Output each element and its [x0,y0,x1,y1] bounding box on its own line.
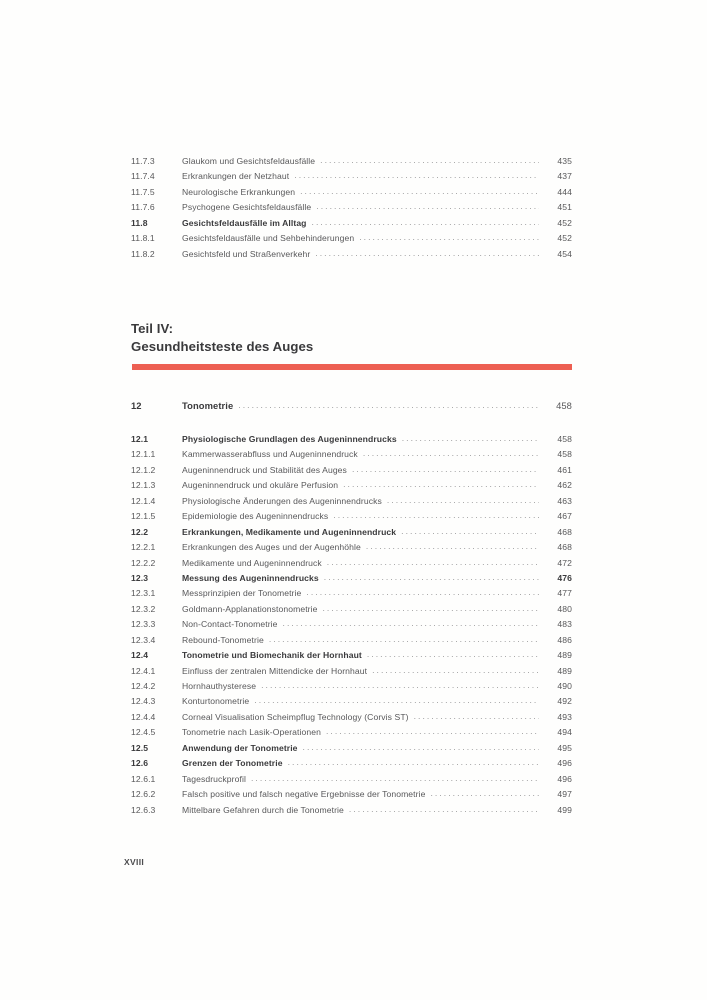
toc-entry-page-number: 497 [557,789,572,800]
toc-row[interactable] [131,495,572,510]
toc-entry-number: 12.1.1 [131,449,156,460]
toc-entry-number: 12.4 [131,650,149,661]
toc-entry-page-number: 486 [557,634,572,645]
toc-entry-title: Erkrankungen des Auges und der Augenhöhle [182,542,361,553]
toc-row[interactable] [131,248,572,263]
toc-entry-page-number: 454 [557,248,572,259]
toc-entry-number: 12.6.2 [131,789,156,800]
toc-row[interactable] [131,400,572,415]
toc-entry-title: Messung des Augeninnendrucks [182,572,319,583]
toc-entry-title: Tonometrie [182,400,234,411]
toc-entry-number: 12.1.4 [131,495,156,506]
toc-entry-title: Messprinzipien der Tonometrie [182,588,302,599]
toc-leader-dots [322,603,539,612]
toc-row[interactable] [131,541,572,556]
toc-row[interactable] [131,665,572,680]
toc-entry-page-number: 496 [557,773,572,784]
toc-leader-dots [251,773,539,782]
toc-leader-dots [294,170,539,179]
toc-entry-page-number: 462 [557,480,572,491]
toc-entry-number: 12.3.4 [131,634,156,645]
toc-entry-page-number: 452 [557,217,572,228]
toc-entry-page-number: 458 [557,449,572,460]
toc-leader-dots [269,634,539,643]
toc-entry-title: Gesichtsfeldausfälle im Alltag [182,217,307,228]
toc-entry-title: Glaukom und Gesichtsfeldausfälle [182,156,316,166]
toc-row[interactable] [131,572,572,587]
toc-entry-number: 12.1 [131,434,149,444]
toc-row[interactable] [131,649,572,664]
toc-row[interactable] [131,510,572,525]
toc-row[interactable] [131,526,572,541]
toc-entry-title: Physiologische Änderungen des Augeninnendrucks [182,495,382,506]
toc-entry-number: 11.7.3 [131,156,155,166]
toc-entry-title: Corneal Visualisation Scheimpflug Technology (Corvis ST) [182,711,409,722]
toc-row[interactable] [131,603,572,618]
toc-leader-dots [366,541,539,550]
toc-row[interactable] [131,479,572,494]
toc-row[interactable] [131,232,572,247]
toc-entry-number: 12.6.1 [131,773,156,784]
toc-entry-page-number: 490 [557,681,572,691]
toc-leader-dots [303,742,539,751]
toc-entry-number: 12.3.1 [131,588,156,599]
toc-row[interactable] [131,217,572,232]
toc-entry-number: 12.1.2 [131,464,156,475]
toc-leader-dots [359,232,539,241]
toc-entry-number: 12.2 [131,526,149,537]
toc-entry-number: 11.7.6 [131,202,155,213]
page-folio: XVIII [124,857,145,867]
toc-entry-title: Tagesdruckprofil [182,773,246,784]
toc-entry-number: 11.8 [131,217,148,228]
toc-leader-dots [283,618,539,627]
toc-entry-page-number: 476 [557,572,572,583]
toc-entry-page-number: 499 [557,804,572,815]
toc-entry-title: Gesichtsfeldausfälle und Sehbehinderungen [182,233,355,244]
toc-entry-page-number: 494 [557,727,572,738]
toc-entry-title: Hornhauthysterese [182,681,257,691]
toc-row[interactable] [131,695,572,710]
toc-entry-number: 12.3 [131,572,149,583]
toc-leader-dots [402,433,539,442]
toc-entry-page-number: 458 [556,400,572,411]
toc-leader-dots [343,479,539,488]
toc-section-chapter-12 [131,433,572,819]
toc-entry-number: 12.6 [131,758,149,769]
toc-entry-title: Goldmann-Applanationstonometrie [182,603,318,614]
toc-entry-number: 12.1.5 [131,511,156,522]
toc-leader-dots [238,400,539,409]
toc-entry-number: 12.6.3 [131,804,156,815]
toc-leader-dots [306,587,539,596]
part-heading [131,320,572,355]
toc-row[interactable] [131,201,572,216]
toc-entry-number: 12 [131,400,142,411]
toc-entry-page-number: 483 [557,619,572,630]
toc-entry-page-number: 458 [557,434,572,444]
toc-entry-number: 12.1.3 [131,480,156,491]
toc-entry-page-number: 495 [557,742,572,753]
toc-entry-number: 12.2.1 [131,542,156,553]
toc-row[interactable] [131,742,572,757]
toc-leader-dots [327,557,539,566]
toc-entry-title: Psychogene Gesichtsfeldausfälle [182,202,312,213]
toc-row[interactable] [131,155,572,170]
toc-entry-title: Non-Contact-Tonometrie [182,619,278,630]
toc-entry-title: Tonometrie nach Lasik-Operationen [182,727,321,738]
toc-entry-number: 11.7.5 [131,186,155,197]
toc-entry-title: Physiologische Grundlagen des Augeninnendrucks [182,434,397,444]
toc-leader-dots [254,695,539,704]
toc-entry-number: 12.4.1 [131,665,156,676]
toc-entry-page-number: 468 [557,526,572,537]
toc-leader-dots [367,649,539,658]
toc-leader-dots [312,217,539,226]
toc-entry-number: 11.7.4 [131,171,155,182]
toc-leader-dots [315,248,539,257]
toc-leader-dots [372,665,539,674]
toc-entry-page-number: 492 [557,696,572,707]
toc-entry-title: Anwendung der Tonometrie [182,742,298,753]
toc-entry-number: 12.4.3 [131,696,156,707]
toc-row[interactable] [131,186,572,201]
toc-leader-dots [430,788,539,797]
toc-row[interactable] [131,433,572,448]
toc-row[interactable] [131,448,572,463]
toc-row[interactable] [131,557,572,572]
toc-row[interactable] [131,711,572,726]
toc-leader-dots [349,804,539,813]
toc-entry-title: Falsch positive und falsch negative Ergebnisse der Tonometrie [182,789,426,800]
toc-entry-number: 11.8.1 [131,233,155,244]
toc-entry-number: 12.4.5 [131,727,156,738]
toc-leader-dots [387,495,539,504]
toc-entry-page-number: 468 [557,542,572,553]
toc-leader-dots [401,526,539,535]
toc-entry-page-number: 489 [557,650,572,661]
toc-leader-dots [352,464,539,473]
toc-row[interactable] [131,634,572,649]
toc-entry-number: 11.8.2 [131,248,155,259]
toc-entry-page-number: 489 [557,665,572,676]
toc-row[interactable] [131,464,572,479]
toc-leader-dots [414,711,539,720]
toc-entry-page-number: 463 [557,495,572,506]
toc-entry-title: Kammerwasserabfluss und Augeninnendruck [182,449,358,460]
toc-row[interactable] [131,618,572,633]
toc-entry-title: Konturtonometrie [182,696,250,707]
toc-leader-dots [324,572,539,581]
toc-entry-page-number: 452 [557,233,572,244]
toc-entry-page-number: 493 [557,711,572,722]
toc-entry-title: Grenzen der Tonometrie [182,758,283,769]
toc-entry-page-number: 435 [557,156,572,166]
toc-row[interactable] [131,757,572,772]
toc-entry-title: Augeninnendruck und Stabilität des Auges [182,464,347,475]
toc-entry-title: Rebound-Tonometrie [182,634,264,645]
toc-entry-title: Medikamente und Augeninnendruck [182,557,322,568]
toc-entry-title: Tonometrie und Biomechanik der Hornhaut [182,650,362,661]
toc-row[interactable] [131,170,572,185]
toc-row[interactable] [131,726,572,741]
toc-entry-number: 12.4.2 [131,681,156,691]
toc-entry-page-number: 437 [557,171,572,182]
part-heading-line-1: Teil IV: [131,321,174,336]
toc-leader-dots [333,510,539,519]
toc-entry-number: 12.3.2 [131,603,156,614]
toc-entry-number: 12.5 [131,742,149,753]
toc-leader-dots [316,201,539,210]
toc-entry-number: 12.4.4 [131,711,156,722]
toc-leader-dots [320,155,539,164]
toc-leader-dots [261,680,539,689]
toc-entry-number: 12.2.2 [131,557,156,568]
toc-row[interactable] [131,804,572,819]
toc-leader-dots [300,186,539,195]
toc-entry-title: Einfluss der zentralen Mittendicke der Hornhaut [182,665,368,676]
toc-entry-page-number: 444 [557,186,572,197]
toc-entry-title: Mittelbare Gefahren durch die Tonometrie [182,804,344,815]
toc-leader-dots [288,757,539,766]
toc-row[interactable] [131,788,572,803]
toc-row[interactable] [131,680,572,695]
toc-entry-page-number: 461 [557,464,572,475]
toc-entry-title: Erkrankungen, Medikamente und Augeninnendruck [182,526,397,537]
toc-leader-dots [326,726,539,735]
toc-entry-page-number: 451 [557,202,572,213]
toc-row[interactable] [131,773,572,788]
toc-entry-number: 12.3.3 [131,619,156,630]
part-heading-rule [132,364,572,370]
toc-entry-page-number: 480 [557,603,572,614]
part-heading-line-2: Gesundheitsteste des Auges [131,338,314,354]
toc-entry-title: Epidemiologie des Augeninnendrucks [182,511,329,522]
toc-entry-page-number: 496 [557,758,572,769]
toc-leader-dots [363,448,539,457]
toc-section-chapter-11 [131,155,572,263]
toc-entry-title: Neurologische Erkrankungen [182,186,296,197]
toc-entry-title: Augeninnendruck und okuläre Perfusion [182,480,339,491]
toc-entry-page-number: 467 [557,511,572,522]
toc-row[interactable] [131,587,572,602]
toc-entry-page-number: 472 [557,557,572,568]
toc-entry-title: Gesichtsfeld und Straßenverkehr [182,248,311,259]
toc-entry-title: Erkrankungen der Netzhaut [182,171,290,182]
toc-chapter-entry [131,400,572,415]
toc-entry-page-number: 477 [557,588,572,599]
